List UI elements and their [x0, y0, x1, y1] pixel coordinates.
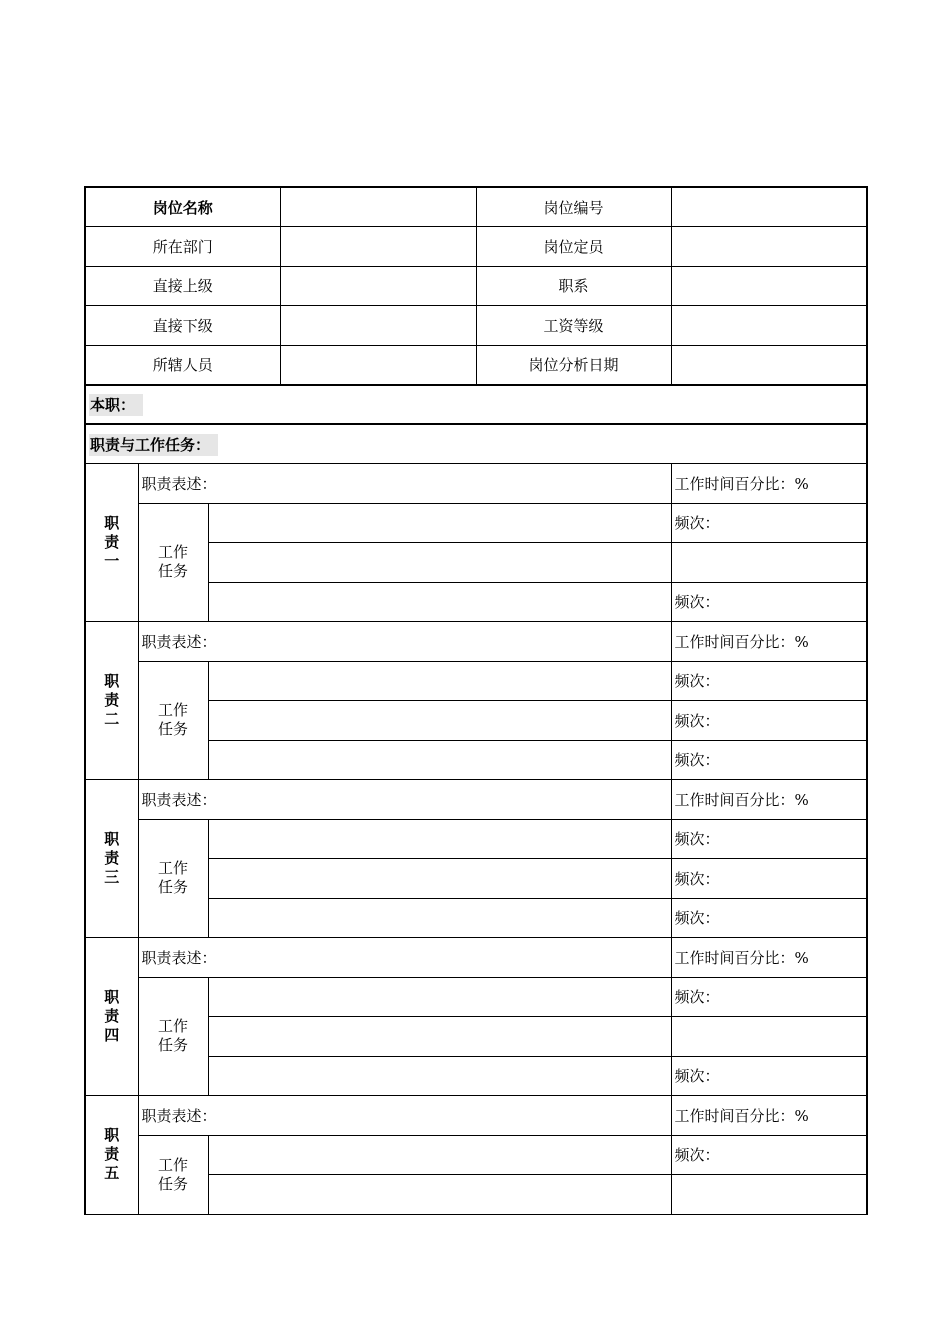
- task-content[interactable]: [208, 1175, 671, 1215]
- duty-desc-label[interactable]: 职责表述：: [138, 938, 671, 978]
- task-label: 工作任务: [158, 543, 189, 581]
- duty-title-text: 职责一: [104, 514, 120, 570]
- frequency-label[interactable]: [671, 543, 867, 583]
- duty-title-text: 职责二: [104, 672, 120, 728]
- field-label: 直接上级: [85, 266, 280, 306]
- frequency-label[interactable]: 频次：: [671, 898, 867, 938]
- field-label: 所辖人员: [85, 345, 280, 385]
- field-value[interactable]: [671, 266, 867, 306]
- field-label: 职系: [476, 266, 671, 306]
- task-label-cell: [138, 503, 208, 622]
- frequency-label[interactable]: 频次：: [671, 503, 867, 543]
- duty-desc-label[interactable]: 职责表述：: [138, 780, 671, 820]
- field-label: 工资等级: [476, 306, 671, 346]
- task-label-cell: [138, 1135, 208, 1214]
- frequency-label[interactable]: 频次：: [671, 661, 867, 701]
- task-content[interactable]: [208, 898, 671, 938]
- main-duty-label: 本职：: [89, 394, 143, 416]
- frequency-label[interactable]: [671, 1175, 867, 1215]
- duty-desc-row: [85, 780, 867, 820]
- duty-title-text: 职责三: [104, 830, 120, 886]
- field-value[interactable]: [280, 266, 476, 306]
- frequency-label[interactable]: 频次：: [671, 1135, 867, 1175]
- duty-desc-row: [85, 464, 867, 504]
- duty-title: [85, 938, 138, 1096]
- field-label: 岗位编号: [476, 187, 671, 227]
- duty-title: [85, 780, 138, 938]
- duty-desc-row: [85, 622, 867, 662]
- duties-header-label: 职责与工作任务：: [89, 434, 218, 456]
- duty-desc-label[interactable]: 职责表述：: [138, 464, 671, 504]
- time-pct-label[interactable]: 工作时间百分比：%: [671, 938, 867, 978]
- duties-header-cell: [85, 424, 867, 464]
- field-label: 岗位名称: [85, 187, 280, 227]
- task-content[interactable]: [208, 543, 671, 583]
- field-label: 岗位分析日期: [476, 345, 671, 385]
- task-content[interactable]: [208, 859, 671, 899]
- time-pct-label[interactable]: 工作时间百分比：%: [671, 1096, 867, 1136]
- duty-title: [85, 1096, 138, 1215]
- duty-title-text: 职责四: [104, 988, 120, 1044]
- field-value[interactable]: [671, 227, 867, 267]
- task-label: 工作任务: [158, 1155, 189, 1193]
- field-value[interactable]: [671, 187, 867, 227]
- task-row: [85, 977, 867, 1017]
- job-table: [84, 186, 868, 1215]
- frequency-label[interactable]: 频次：: [671, 740, 867, 780]
- frequency-label[interactable]: 频次：: [671, 701, 867, 741]
- task-row: [85, 661, 867, 701]
- frequency-label[interactable]: 频次：: [671, 859, 867, 899]
- task-row: [85, 819, 867, 859]
- task-content[interactable]: [208, 503, 671, 543]
- frequency-label[interactable]: [671, 1017, 867, 1057]
- time-pct-label[interactable]: 工作时间百分比：%: [671, 622, 867, 662]
- task-content[interactable]: [208, 701, 671, 741]
- task-content[interactable]: [208, 1056, 671, 1096]
- job-description-form: [84, 186, 866, 1215]
- frequency-label[interactable]: 频次：: [671, 977, 867, 1017]
- time-pct-label[interactable]: 工作时间百分比：%: [671, 780, 867, 820]
- task-row: [85, 1135, 867, 1175]
- task-content[interactable]: [208, 740, 671, 780]
- task-row: [85, 503, 867, 543]
- main-duty-row: [85, 385, 867, 425]
- field-value[interactable]: [671, 306, 867, 346]
- time-pct-label[interactable]: 工作时间百分比：%: [671, 464, 867, 504]
- main-duty-cell[interactable]: [85, 385, 867, 425]
- duty-desc-label[interactable]: 职责表述：: [138, 1096, 671, 1136]
- frequency-label[interactable]: 频次：: [671, 819, 867, 859]
- task-label-cell: [138, 661, 208, 780]
- task-label-cell: [138, 977, 208, 1096]
- field-value[interactable]: [671, 345, 867, 385]
- task-content[interactable]: [208, 819, 671, 859]
- task-content[interactable]: [208, 1017, 671, 1057]
- frequency-label[interactable]: 频次：: [671, 582, 867, 622]
- field-value[interactable]: [280, 187, 476, 227]
- field-label: 所在部门: [85, 227, 280, 267]
- task-label: 工作任务: [158, 701, 189, 739]
- task-content[interactable]: [208, 977, 671, 1017]
- task-label-cell: [138, 819, 208, 938]
- info-row: [85, 266, 867, 306]
- task-label: 工作任务: [158, 1017, 189, 1055]
- info-row: [85, 187, 867, 227]
- field-value[interactable]: [280, 227, 476, 267]
- task-content[interactable]: [208, 1135, 671, 1175]
- field-label: 直接下级: [85, 306, 280, 346]
- duty-title: [85, 622, 138, 780]
- duty-desc-row: [85, 1096, 867, 1136]
- duty-desc-label[interactable]: 职责表述：: [138, 622, 671, 662]
- duty-desc-row: [85, 938, 867, 978]
- info-row: [85, 306, 867, 346]
- duties-header-row: [85, 424, 867, 464]
- field-value[interactable]: [280, 345, 476, 385]
- info-row: [85, 345, 867, 385]
- frequency-label[interactable]: 频次：: [671, 1056, 867, 1096]
- info-row: [85, 227, 867, 267]
- field-value[interactable]: [280, 306, 476, 346]
- task-label: 工作任务: [158, 859, 189, 897]
- duty-title-text: 职责五: [104, 1126, 120, 1183]
- field-label: 岗位定员: [476, 227, 671, 267]
- duty-title: [85, 464, 138, 622]
- task-content[interactable]: [208, 661, 671, 701]
- task-content[interactable]: [208, 582, 671, 622]
